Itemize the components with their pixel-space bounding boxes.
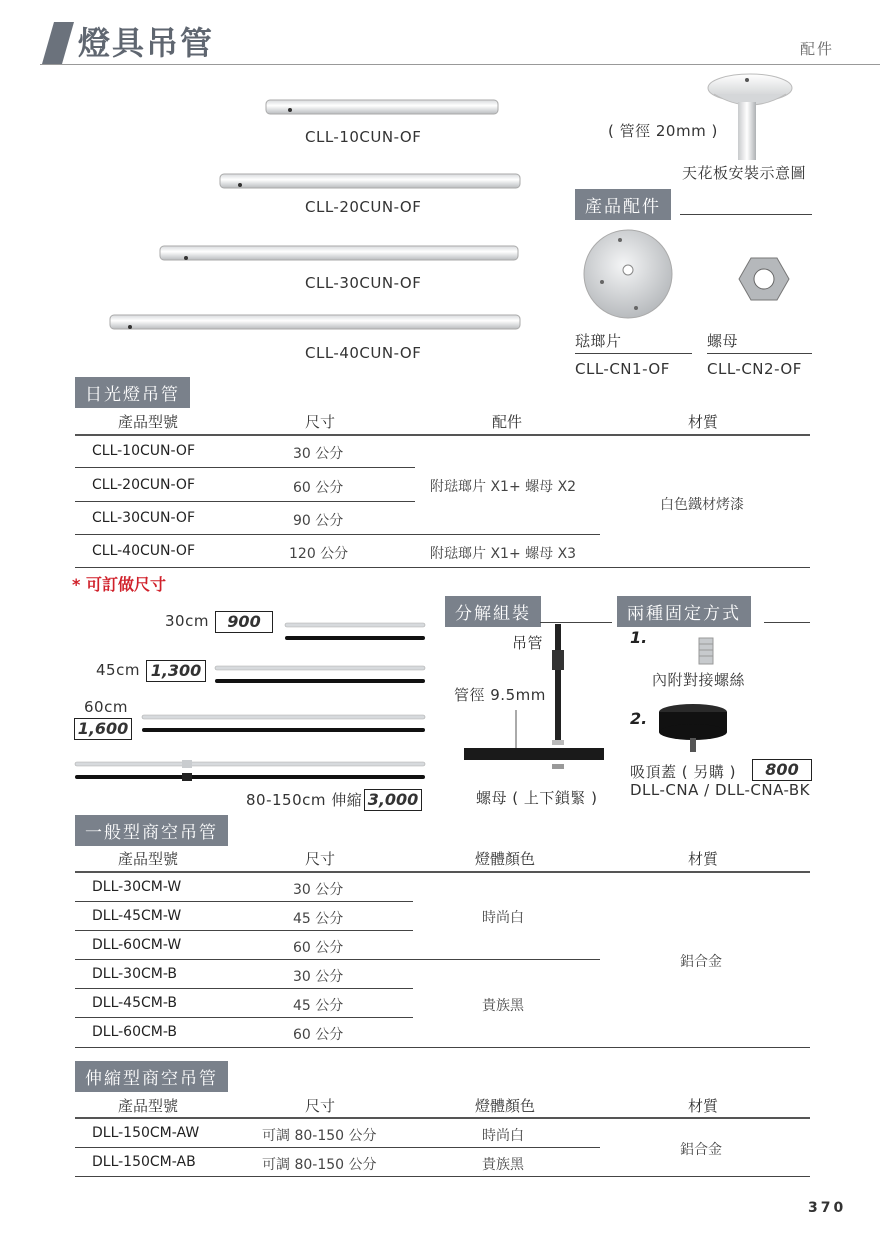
t1-col-size: 尺寸 — [305, 413, 336, 431]
t1-row2-model: CLL-20CUN-OF — [92, 477, 196, 493]
assembly-tube-label: 吊管 — [512, 634, 544, 652]
t1-accessory-a: 附琺瑯片 X1+ 螺母 X2 — [430, 479, 577, 495]
t1-row4-model: CLL-40CUN-OF — [92, 543, 196, 559]
fixing-num-1: 1. — [630, 628, 648, 647]
price-box-cap: 800 — [752, 759, 812, 781]
accessory2-rule — [707, 353, 812, 354]
page-title: 燈具吊管 — [78, 24, 215, 62]
t1-header-rule — [75, 434, 810, 436]
t2-row4-model: DLL-30CM-B — [92, 966, 178, 982]
t1-row1-model: CLL-10CUN-OF — [92, 443, 196, 459]
rod-60 — [142, 715, 425, 732]
screw-label: 內附對接螺絲 — [652, 671, 746, 689]
t3-row2-size: 可調 80-150 公分 — [262, 1157, 377, 1173]
t2-col-size: 尺寸 — [305, 850, 336, 868]
t3-material: 鋁合金 — [680, 1142, 722, 1158]
t1-material: 白色鐵材烤漆 — [660, 497, 744, 513]
t2-color-black: 貴族黑 — [482, 998, 524, 1014]
t2-col-model: 產品型號 — [118, 850, 179, 868]
tube-10 — [266, 100, 498, 114]
t3-col-size: 尺寸 — [305, 1097, 336, 1115]
t2-row-divider — [75, 959, 600, 960]
ceiling-caption: 天花板安裝示意圖 — [682, 164, 807, 182]
t2-row2-size: 45 公分 — [293, 911, 344, 927]
header-rule — [40, 64, 880, 65]
diameter-note: ( 管徑 20mm ) — [608, 122, 718, 140]
t1-row-divider — [75, 467, 415, 468]
hex-nut-image — [738, 256, 790, 302]
t2-bottom-rule — [75, 1047, 810, 1048]
accessory1-rule — [575, 353, 692, 354]
t3-row1-size: 可調 80-150 公分 — [262, 1128, 377, 1144]
size-60-label: 60cm — [84, 698, 128, 716]
accessory2-name: 螺母 — [707, 332, 739, 350]
ceiling-mount-image — [700, 68, 810, 160]
table3-header: 伸縮型商空吊管 — [75, 1061, 228, 1092]
rod-30 — [285, 623, 425, 640]
t1-row3-model: CLL-30CUN-OF — [92, 510, 196, 526]
accessory1-code: CLL-CN1-OF — [575, 360, 670, 378]
t2-row-divider — [75, 1017, 413, 1018]
t2-row4-size: 30 公分 — [293, 969, 344, 985]
t2-row1-model: DLL-30CM-W — [92, 879, 182, 895]
title-slash-mark — [40, 20, 80, 66]
t1-accessory-b: 附琺瑯片 X1+ 螺母 X3 — [430, 546, 577, 562]
t2-row3-model: DLL-60CM-W — [92, 937, 182, 953]
t2-row6-model: DLL-60CM-B — [92, 1024, 178, 1040]
t2-row2-model: DLL-45CM-W — [92, 908, 182, 924]
t2-row-divider — [75, 901, 413, 902]
connector-screw-image — [695, 636, 717, 666]
tube-label-20: CLL-20CUN-OF — [305, 198, 422, 216]
t1-row1-size: 30 公分 — [293, 446, 344, 462]
t3-row1-color: 時尚白 — [482, 1128, 524, 1144]
t2-row6-size: 60 公分 — [293, 1027, 344, 1043]
t1-row3-size: 90 公分 — [293, 513, 344, 529]
t1-row2-size: 60 公分 — [293, 480, 344, 496]
tube-label-10: CLL-10CUN-OF — [305, 128, 422, 146]
t1-col-accessory: 配件 — [492, 413, 523, 431]
t2-row-divider — [75, 988, 413, 989]
price-box-30: 900 — [215, 611, 273, 633]
t3-row2-model: DLL-150CM-AB — [92, 1154, 196, 1170]
ceiling-cap-image — [655, 702, 731, 754]
t3-col-material: 材質 — [688, 1097, 719, 1115]
price-box-60: 1,600 — [74, 718, 132, 740]
custom-size-note: * 可訂做尺寸 — [72, 575, 166, 594]
t1-row-divider — [75, 501, 415, 502]
t1-bottom-rule — [75, 567, 810, 568]
t3-header-rule — [75, 1117, 810, 1119]
page-number: 370 — [808, 1200, 847, 1216]
accessory2-code: CLL-CN2-OF — [707, 360, 802, 378]
t2-header-rule — [75, 871, 810, 873]
t2-color-white: 時尚白 — [482, 910, 524, 926]
tube-label-40: CLL-40CUN-OF — [305, 344, 422, 362]
t1-row-divider — [75, 534, 600, 535]
size-45-label: 45cm — [96, 661, 140, 679]
assembly-diagram — [460, 622, 610, 788]
t3-row-divider — [75, 1147, 600, 1148]
t3-bottom-rule — [75, 1176, 810, 1177]
assembly-diameter-label: 管徑 9.5mm — [454, 686, 546, 704]
t2-col-material: 材質 — [688, 850, 719, 868]
t2-row-divider — [75, 930, 413, 931]
t2-row3-size: 60 公分 — [293, 940, 344, 956]
t3-col-model: 產品型號 — [118, 1097, 179, 1115]
rod-45 — [215, 666, 425, 683]
t1-col-material: 材質 — [688, 413, 719, 431]
t3-row1-model: DLL-150CM-AW — [92, 1125, 200, 1141]
enamel-plate-image — [580, 226, 676, 322]
t2-row5-size: 45 公分 — [293, 998, 344, 1014]
fixing-num-2: 2. — [630, 709, 648, 728]
tube-40 — [110, 315, 520, 329]
t2-row1-size: 30 公分 — [293, 882, 344, 898]
tube-30 — [160, 246, 518, 260]
t1-col-model: 產品型號 — [118, 413, 179, 431]
t1-row4-size: 120 公分 — [289, 546, 349, 562]
assembly-nut-label: 螺母 ( 上下鎖緊 ) — [476, 789, 598, 807]
pendant-rod-images — [70, 618, 430, 788]
t2-row5-model: DLL-45CM-B — [92, 995, 178, 1011]
cap-codes: DLL-CNA / DLL-CNA-BK — [630, 781, 811, 799]
price-box-150: 3,000 — [364, 789, 422, 811]
accessories-rule — [680, 214, 812, 215]
size-150-label: 80-150cm 伸縮 — [246, 791, 363, 809]
cap-label: 吸頂蓋 ( 另購 ) — [630, 763, 737, 781]
t3-row2-color: 貴族黑 — [482, 1157, 524, 1173]
fixing-rule — [764, 622, 810, 623]
t2-col-color: 燈體顏色 — [475, 850, 536, 868]
table1-header: 日光燈吊管 — [75, 377, 190, 408]
tube-20 — [220, 174, 520, 188]
t2-material: 鋁合金 — [680, 954, 722, 970]
rod-150 — [75, 760, 425, 781]
assembly-header: 分解組裝 — [445, 596, 541, 627]
accessories-header: 產品配件 — [575, 189, 671, 220]
size-30-label: 30cm — [165, 612, 209, 630]
price-box-45: 1,300 — [146, 660, 206, 682]
accessory1-name: 琺瑯片 — [575, 332, 622, 350]
tube-label-30: CLL-30CUN-OF — [305, 274, 422, 292]
table2-header: 一般型商空吊管 — [75, 815, 228, 846]
fixing-header: 兩種固定方式 — [617, 596, 751, 627]
t3-col-color: 燈體顏色 — [475, 1097, 536, 1115]
section-tag: 配件 — [800, 40, 835, 58]
